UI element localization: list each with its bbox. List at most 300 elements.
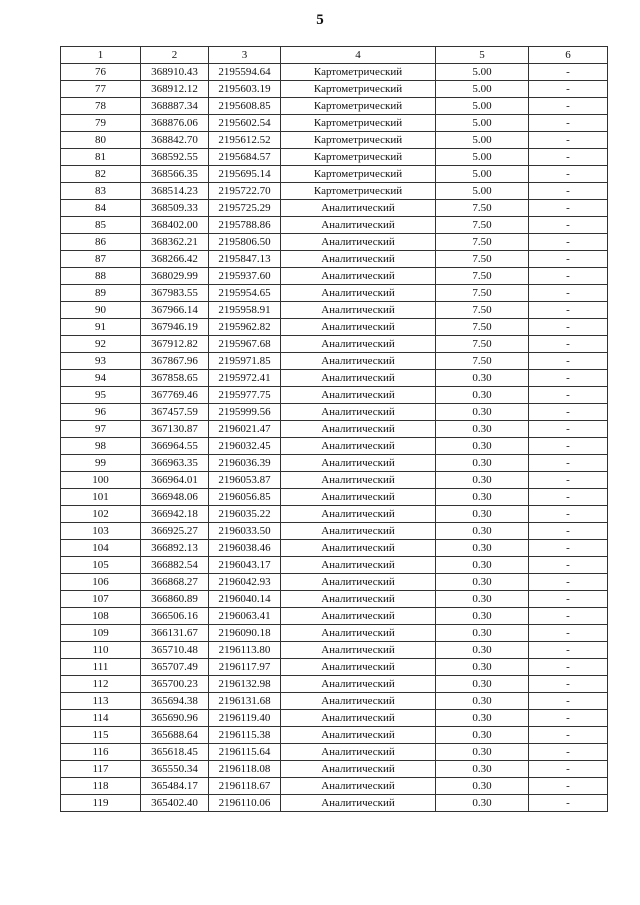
cell-coordinate-y: 2196113.80 [209,642,281,659]
table-row [61,727,608,744]
cell-accuracy: 7.50 [436,319,529,336]
cell-method: Аналитический [281,761,436,778]
cell-coordinate-x: 368514.23 [141,183,209,200]
cell-accuracy: 7.50 [436,200,529,217]
page-number: 5 [316,12,324,28]
cell-method: Аналитический [281,795,436,812]
cell-point-number: 117 [61,761,141,778]
cell-coordinate-x: 367912.82 [141,336,209,353]
cell-coordinate-y: 2196040.14 [209,591,281,608]
cell-method: Аналитический [281,625,436,642]
cell-coordinate-y: 2195602.54 [209,115,281,132]
cell-coordinate-y: 2196119.40 [209,710,281,727]
cell-coordinate-y: 2195972.41 [209,370,281,387]
cell-coordinate-y: 2195937.60 [209,268,281,285]
cell-accuracy: 0.30 [436,676,529,693]
table-row [61,149,608,166]
cell-coordinate-x: 368029.99 [141,268,209,285]
cell-accuracy: 0.30 [436,455,529,472]
cell-method: Аналитический [281,455,436,472]
cell-point-number: 111 [61,659,141,676]
cell-note: - [529,591,608,608]
cell-note: - [529,574,608,591]
cell-method: Аналитический [281,608,436,625]
cell-method: Аналитический [281,744,436,761]
cell-coordinate-x: 366964.01 [141,472,209,489]
cell-coordinate-y: 2195847.13 [209,251,281,268]
cell-accuracy: 0.30 [436,404,529,421]
table-body [61,64,608,812]
cell-coordinate-x: 368509.33 [141,200,209,217]
cell-note: - [529,319,608,336]
cell-coordinate-x: 365707.49 [141,659,209,676]
cell-coordinate-x: 366964.55 [141,438,209,455]
cell-point-number: 112 [61,676,141,693]
cell-accuracy: 0.30 [436,540,529,557]
cell-coordinate-x: 365700.23 [141,676,209,693]
cell-method: Картометрический [281,132,436,149]
cell-note: - [529,523,608,540]
cell-coordinate-x: 368842.70 [141,132,209,149]
cell-coordinate-y: 2196115.64 [209,744,281,761]
cell-note: - [529,302,608,319]
cell-coordinate-y: 2195612.52 [209,132,281,149]
table-row [61,370,608,387]
cell-coordinate-y: 2196063.41 [209,608,281,625]
cell-note: - [529,608,608,625]
cell-coordinate-x: 368887.34 [141,98,209,115]
table-row [61,98,608,115]
table-row [61,642,608,659]
cell-accuracy: 0.30 [436,642,529,659]
cell-accuracy: 0.30 [436,778,529,795]
cell-point-number: 96 [61,404,141,421]
cell-accuracy: 0.30 [436,489,529,506]
cell-accuracy: 0.30 [436,591,529,608]
cell-point-number: 88 [61,268,141,285]
cell-note: - [529,659,608,676]
cell-note: - [529,183,608,200]
column-header-3: 3 [209,47,281,64]
cell-accuracy: 0.30 [436,421,529,438]
cell-coordinate-x: 366506.16 [141,608,209,625]
cell-point-number: 85 [61,217,141,234]
cell-accuracy: 0.30 [436,438,529,455]
cell-method: Аналитический [281,200,436,217]
cell-method: Аналитический [281,540,436,557]
cell-note: - [529,387,608,404]
table-row [61,795,608,812]
cell-point-number: 109 [61,625,141,642]
table-row [61,302,608,319]
cell-method: Аналитический [281,404,436,421]
cell-method: Аналитический [281,421,436,438]
cell-accuracy: 7.50 [436,302,529,319]
cell-coordinate-x: 365690.96 [141,710,209,727]
cell-note: - [529,251,608,268]
cell-note: - [529,455,608,472]
cell-coordinate-y: 2196035.22 [209,506,281,523]
cell-point-number: 80 [61,132,141,149]
table-row [61,353,608,370]
cell-note: - [529,421,608,438]
cell-method: Аналитический [281,642,436,659]
cell-accuracy: 5.00 [436,149,529,166]
cell-method: Аналитический [281,710,436,727]
cell-note: - [529,166,608,183]
cell-point-number: 106 [61,574,141,591]
cell-method: Аналитический [281,285,436,302]
cell-point-number: 76 [61,64,141,81]
table-row [61,489,608,506]
table-row [61,455,608,472]
column-header-6: 6 [529,47,608,64]
cell-note: - [529,64,608,81]
cell-method: Аналитический [281,489,436,506]
table-header [61,47,608,64]
cell-coordinate-y: 2195958.91 [209,302,281,319]
cell-coordinate-y: 2195684.57 [209,149,281,166]
cell-accuracy: 7.50 [436,251,529,268]
cell-method: Аналитический [281,523,436,540]
table-row [61,336,608,353]
cell-method: Аналитический [281,472,436,489]
cell-accuracy: 5.00 [436,166,529,183]
cell-point-number: 99 [61,455,141,472]
table-row [61,234,608,251]
cell-method: Аналитический [281,234,436,251]
cell-note: - [529,540,608,557]
cell-method: Аналитический [281,319,436,336]
column-header-5: 5 [436,47,529,64]
table-row [61,285,608,302]
cell-coordinate-y: 2196090.18 [209,625,281,642]
cell-coordinate-y: 2195971.85 [209,353,281,370]
cell-coordinate-y: 2195695.14 [209,166,281,183]
cell-note: - [529,404,608,421]
cell-coordinate-y: 2196053.87 [209,472,281,489]
cell-method: Аналитический [281,506,436,523]
cell-coordinate-y: 2196036.39 [209,455,281,472]
cell-method: Аналитический [281,336,436,353]
cell-coordinate-x: 365710.48 [141,642,209,659]
cell-coordinate-x: 368592.55 [141,149,209,166]
cell-coordinate-x: 365484.17 [141,778,209,795]
cell-point-number: 100 [61,472,141,489]
cell-note: - [529,217,608,234]
cell-method: Картометрический [281,183,436,200]
cell-point-number: 119 [61,795,141,812]
cell-point-number: 110 [61,642,141,659]
table-row [61,761,608,778]
table-row [61,744,608,761]
cell-method: Картометрический [281,64,436,81]
cell-point-number: 118 [61,778,141,795]
cell-method: Аналитический [281,438,436,455]
table-row [61,778,608,795]
cell-note: - [529,676,608,693]
cell-coordinate-x: 368362.21 [141,234,209,251]
cell-accuracy: 0.30 [436,506,529,523]
table-row [61,574,608,591]
table-row [61,387,608,404]
cell-coordinate-y: 2196117.97 [209,659,281,676]
table-row [61,251,608,268]
table-row [61,166,608,183]
cell-coordinate-y: 2196056.85 [209,489,281,506]
table-row [61,523,608,540]
cell-accuracy: 5.00 [436,98,529,115]
cell-method: Аналитический [281,727,436,744]
cell-point-number: 89 [61,285,141,302]
cell-accuracy: 5.00 [436,183,529,200]
cell-accuracy: 0.30 [436,574,529,591]
cell-method: Аналитический [281,370,436,387]
cell-coordinate-y: 2196132.98 [209,676,281,693]
cell-coordinate-x: 367457.59 [141,404,209,421]
table-row [61,540,608,557]
cell-point-number: 105 [61,557,141,574]
cell-coordinate-y: 2195962.82 [209,319,281,336]
cell-accuracy: 7.50 [436,353,529,370]
table-row [61,557,608,574]
cell-point-number: 113 [61,693,141,710]
cell-point-number: 95 [61,387,141,404]
column-header-2: 2 [141,47,209,64]
cell-coordinate-y: 2196043.17 [209,557,281,574]
cell-coordinate-x: 367858.65 [141,370,209,387]
cell-note: - [529,268,608,285]
cell-coordinate-x: 365694.38 [141,693,209,710]
table-row [61,132,608,149]
cell-accuracy: 5.00 [436,81,529,98]
cell-note: - [529,727,608,744]
cell-accuracy: 5.00 [436,132,529,149]
cell-coordinate-x: 367983.55 [141,285,209,302]
table-row [61,421,608,438]
cell-point-number: 107 [61,591,141,608]
cell-coordinate-y: 2196032.45 [209,438,281,455]
cell-point-number: 93 [61,353,141,370]
table-row [61,404,608,421]
cell-accuracy: 0.30 [436,523,529,540]
cell-coordinate-x: 368912.12 [141,81,209,98]
table-row [61,64,608,81]
cell-coordinate-y: 2196021.47 [209,421,281,438]
cell-note: - [529,353,608,370]
coordinates-table [60,46,608,812]
cell-coordinate-y: 2196118.08 [209,761,281,778]
cell-coordinate-x: 366131.67 [141,625,209,642]
cell-note: - [529,472,608,489]
cell-point-number: 79 [61,115,141,132]
cell-note: - [529,710,608,727]
cell-note: - [529,98,608,115]
cell-note: - [529,557,608,574]
table-row [61,183,608,200]
column-header-4: 4 [281,47,436,64]
cell-accuracy: 7.50 [436,336,529,353]
cell-point-number: 115 [61,727,141,744]
table-row [61,659,608,676]
cell-note: - [529,693,608,710]
cell-method: Аналитический [281,217,436,234]
cell-accuracy: 7.50 [436,285,529,302]
cell-coordinate-x: 366868.27 [141,574,209,591]
table-row [61,676,608,693]
column-header-1: 1 [61,47,141,64]
cell-method: Аналитический [281,251,436,268]
cell-point-number: 98 [61,438,141,455]
cell-coordinate-x: 367966.14 [141,302,209,319]
table-row [61,591,608,608]
table-row [61,625,608,642]
cell-point-number: 102 [61,506,141,523]
cell-method: Аналитический [281,659,436,676]
cell-point-number: 104 [61,540,141,557]
cell-accuracy: 7.50 [436,234,529,251]
cell-coordinate-x: 367769.46 [141,387,209,404]
cell-accuracy: 0.30 [436,472,529,489]
cell-point-number: 78 [61,98,141,115]
cell-point-number: 83 [61,183,141,200]
cell-method: Аналитический [281,302,436,319]
cell-note: - [529,336,608,353]
cell-coordinate-x: 368266.42 [141,251,209,268]
cell-note: - [529,506,608,523]
cell-method: Аналитический [281,591,436,608]
cell-note: - [529,234,608,251]
cell-coordinate-x: 366963.35 [141,455,209,472]
cell-coordinate-y: 2196110.06 [209,795,281,812]
cell-accuracy: 0.30 [436,557,529,574]
cell-note: - [529,370,608,387]
cell-note: - [529,81,608,98]
cell-coordinate-y: 2195608.85 [209,98,281,115]
cell-accuracy: 0.30 [436,727,529,744]
cell-coordinate-y: 2195722.70 [209,183,281,200]
cell-method: Аналитический [281,693,436,710]
cell-coordinate-y: 2195999.56 [209,404,281,421]
cell-note: - [529,625,608,642]
cell-method: Аналитический [281,387,436,404]
cell-coordinate-x: 365688.64 [141,727,209,744]
cell-coordinate-y: 2196042.93 [209,574,281,591]
cell-accuracy: 0.30 [436,744,529,761]
cell-coordinate-y: 2195967.68 [209,336,281,353]
cell-coordinate-x: 366942.18 [141,506,209,523]
cell-coordinate-x: 366860.89 [141,591,209,608]
cell-coordinate-x: 368910.43 [141,64,209,81]
cell-coordinate-x: 367130.87 [141,421,209,438]
cell-point-number: 116 [61,744,141,761]
cell-method: Картометрический [281,98,436,115]
cell-point-number: 114 [61,710,141,727]
cell-method: Картометрический [281,81,436,98]
cell-coordinate-x: 366925.27 [141,523,209,540]
table-row [61,217,608,234]
cell-accuracy: 0.30 [436,795,529,812]
cell-note: - [529,795,608,812]
cell-accuracy: 0.30 [436,693,529,710]
table-row [61,472,608,489]
cell-accuracy: 0.30 [436,387,529,404]
cell-accuracy: 7.50 [436,268,529,285]
cell-coordinate-y: 2195954.65 [209,285,281,302]
cell-accuracy: 0.30 [436,625,529,642]
cell-method: Аналитический [281,574,436,591]
cell-method: Аналитический [281,676,436,693]
cell-coordinate-y: 2195806.50 [209,234,281,251]
cell-point-number: 108 [61,608,141,625]
cell-point-number: 84 [61,200,141,217]
cell-point-number: 101 [61,489,141,506]
table-row [61,710,608,727]
table-row [61,693,608,710]
cell-coordinate-x: 367946.19 [141,319,209,336]
table-row [61,268,608,285]
cell-point-number: 92 [61,336,141,353]
cell-coordinate-y: 2196033.50 [209,523,281,540]
cell-note: - [529,744,608,761]
cell-point-number: 103 [61,523,141,540]
cell-accuracy: 0.30 [436,659,529,676]
table-row [61,200,608,217]
cell-coordinate-x: 365402.40 [141,795,209,812]
cell-point-number: 82 [61,166,141,183]
cell-method: Аналитический [281,268,436,285]
cell-coordinate-y: 2195977.75 [209,387,281,404]
cell-method: Картометрический [281,115,436,132]
cell-point-number: 81 [61,149,141,166]
cell-coordinate-y: 2195725.29 [209,200,281,217]
cell-accuracy: 0.30 [436,370,529,387]
cell-coordinate-y: 2196118.67 [209,778,281,795]
cell-method: Аналитический [281,778,436,795]
cell-point-number: 94 [61,370,141,387]
cell-accuracy: 0.30 [436,710,529,727]
cell-method: Аналитический [281,557,436,574]
cell-coordinate-y: 2195788.86 [209,217,281,234]
cell-method: Картометрический [281,149,436,166]
cell-note: - [529,200,608,217]
header-row [61,47,608,64]
cell-accuracy: 5.00 [436,115,529,132]
cell-point-number: 90 [61,302,141,319]
cell-coordinate-x: 366948.06 [141,489,209,506]
cell-coordinate-x: 366892.13 [141,540,209,557]
cell-note: - [529,642,608,659]
table-row [61,81,608,98]
cell-point-number: 87 [61,251,141,268]
cell-point-number: 86 [61,234,141,251]
cell-accuracy: 0.30 [436,608,529,625]
cell-coordinate-x: 366882.54 [141,557,209,574]
cell-note: - [529,149,608,166]
cell-note: - [529,132,608,149]
cell-method: Аналитический [281,353,436,370]
cell-coordinate-x: 368566.35 [141,166,209,183]
cell-coordinate-x: 367867.96 [141,353,209,370]
table-row [61,506,608,523]
cell-coordinate-x: 365550.34 [141,761,209,778]
cell-point-number: 77 [61,81,141,98]
cell-coordinate-y: 2196038.46 [209,540,281,557]
cell-note: - [529,115,608,132]
cell-coordinate-y: 2196131.68 [209,693,281,710]
table-row [61,115,608,132]
cell-note: - [529,778,608,795]
